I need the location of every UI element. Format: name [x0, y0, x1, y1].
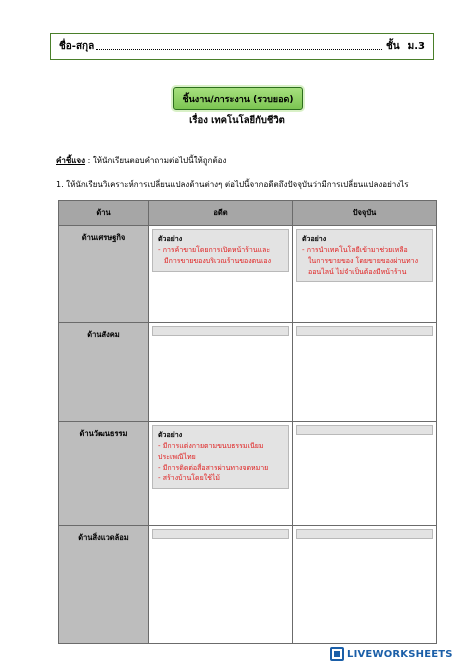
answer-field[interactable]	[152, 326, 289, 336]
answer-field[interactable]	[296, 326, 433, 336]
grade-value: ม.3	[407, 41, 425, 52]
example-label: ตัวอย่าง	[158, 431, 183, 439]
row-header-economy: ด้านเศรษฐกิจ	[59, 226, 149, 323]
worksheet-subtitle: เรื่อง เทคโนโลยีกับชีวิต	[189, 115, 285, 126]
answer-cell-culture-present[interactable]	[293, 422, 437, 526]
row-header-society: ด้านสังคม	[59, 323, 149, 422]
answer-cell-society-present[interactable]	[293, 323, 437, 422]
liveworksheets-logo[interactable]	[330, 645, 453, 663]
answer-field[interactable]	[296, 425, 433, 435]
answer-field[interactable]	[296, 529, 433, 539]
answer-cell-environment-past[interactable]	[149, 526, 293, 644]
answer-cell-economy-past[interactable]	[149, 226, 293, 323]
answer-field[interactable]	[152, 529, 289, 539]
instructions	[56, 154, 226, 167]
example-item: มีการขายของบริเวณร้านของตนเอง	[164, 256, 272, 265]
answer-cell-society-past[interactable]	[149, 323, 293, 422]
example-item: - สร้างบ้านโดยใช้ไม้	[158, 474, 221, 483]
column-header-aspect: ด้าน	[59, 201, 149, 226]
table-row	[59, 323, 437, 422]
answer-cell-environment-present[interactable]	[293, 526, 437, 644]
instructions-text: : ให้นักเรียนตอบคำถามต่อไปนี้ให้ถูกต้อง	[85, 156, 227, 165]
worksheet-title: ชิ้นงาน/ภาระงาน (รวบยอด)	[182, 94, 294, 105]
example-item: - การค้าขายโดยการเปิดหน้าร้านและ	[158, 245, 271, 254]
worksheet-title-badge	[173, 87, 303, 110]
brand-name: LIVEWORKSHEETS	[347, 648, 453, 660]
example-item: ออนไลน์ ไม่จำเป็นต้องมีหน้าร้าน	[308, 267, 407, 276]
answer-cell-culture-past[interactable]	[149, 422, 293, 526]
name-grade-box	[50, 33, 434, 60]
example-label: ตัวอย่าง	[158, 235, 183, 243]
table-row	[59, 422, 437, 526]
name-blank-line[interactable]	[96, 49, 382, 50]
table-row	[59, 526, 437, 644]
example-item: ประเพณีไทย	[158, 452, 196, 461]
answer-cell-economy-present[interactable]	[293, 226, 437, 323]
column-header-past: อดีต	[149, 201, 293, 226]
analysis-table	[58, 200, 437, 644]
instructions-head: คำชี้แจง	[56, 156, 86, 165]
question-1: 1. ให้นักเรียนวิเคราะห์การเปลี่ยนแปลงด้านต่างๆ ต่อไปนี้จากอดีตถึงปัจจุบันว่ามีการเปลี่ยนแปลงอย่างไร	[56, 180, 409, 189]
example-label: ตัวอย่าง	[302, 235, 327, 243]
column-header-present: ปัจจุบัน	[293, 201, 437, 226]
row-header-environment: ด้านสิ่งแวดล้อม	[59, 526, 149, 644]
row-header-culture: ด้านวัฒนธรรม	[59, 422, 149, 526]
table-row	[59, 226, 437, 323]
example-item: ในการขายของ โดยขายของผ่านทาง	[308, 256, 418, 265]
example-item: - มีการติดต่อสื่อสารผ่านทางจดหมาย	[158, 463, 269, 472]
liveworksheets-icon	[330, 647, 344, 661]
example-item: - การนำเทคโนโลยีเข้ามาช่วยเหลือ	[302, 245, 408, 254]
name-label: ชื่อ-สกุล	[59, 41, 95, 52]
grade-info	[386, 39, 425, 54]
example-item: - มีการแต่งกายตามขนบธรรมเนียม	[158, 441, 264, 450]
grade-label: ชั้น	[386, 41, 400, 52]
